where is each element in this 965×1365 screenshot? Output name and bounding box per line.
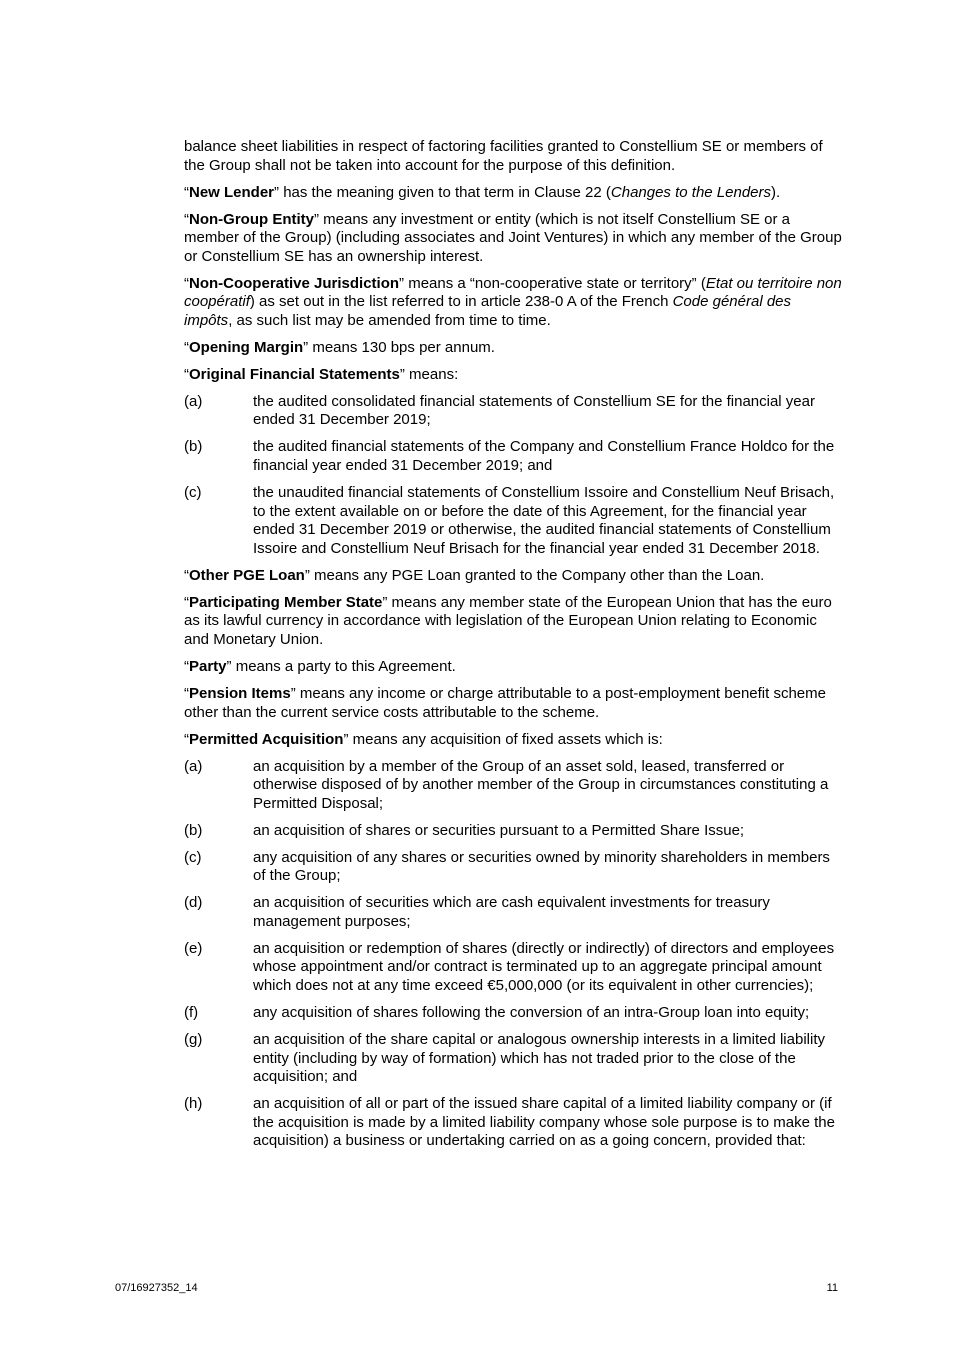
definition-opening-margin: “Opening Margin” means 130 bps per annum. xyxy=(184,338,495,356)
list-item: (b) the audited financial statements of the Company and Constellium France Holdco for the financial year ended 31 December 2019; and xyxy=(184,438,835,475)
term-party: Party xyxy=(189,657,227,675)
definition-permitted-acquisition: “Permitted Acquisition” means any acquisition of fixed assets which is: xyxy=(184,730,663,748)
list-item: (h) an acquisition of all or part of the issued share capital of a limited liability company or (if the acquisition is made by a limited liability company whose sole purpose is to make the acquisition) a business or undertaking carried on as a going concern, provided that: xyxy=(184,1095,835,1150)
term-new-lender: New Lender xyxy=(189,183,275,201)
term-permitted-acquisition: Permitted Acquisition xyxy=(189,730,344,748)
footer-page-number: 11 xyxy=(826,1282,838,1294)
list-item: (f) any acquisition of shares following the conversion of an intra-Group loan into equity; xyxy=(184,1003,810,1021)
term-opening-margin: Opening Margin xyxy=(189,338,304,356)
term-non-group-entity: Non-Group Entity xyxy=(189,210,314,228)
definition-party: “Party” means a party to this Agreement. xyxy=(184,657,456,675)
intro-paragraph: balance sheet liabilities in respect of factoring facilities granted to Constellium SE or members of the Group shall not be taken into account for the purpose of this definition. xyxy=(184,138,823,174)
list-item: (a) an acquisition by a member of the Group of an asset sold, leased, transferred or otherwise disposed of by another member of the Group in circumstances constituting a Permitted Disposal; xyxy=(184,757,829,812)
list-item: (e) an acquisition or redemption of shares (directly or indirectly) of directors and employees whose appointment and/or contract is terminated up to an aggregate principal amount which does not at any time exceed €5,000,000 (or its equivalent in other currencies); xyxy=(184,939,835,994)
definition-original-financial-statements: “Original Financial Statements” means: xyxy=(184,365,459,383)
term-non-cooperative-jurisdiction: Non-Cooperative Jurisdiction xyxy=(189,274,400,292)
term-pension-items: Pension Items xyxy=(189,684,291,702)
term-other-pge-loan: Other PGE Loan xyxy=(189,566,305,584)
definition-other-pge-loan: “Other PGE Loan” means any PGE Loan granted to the Company other than the Loan. xyxy=(184,566,765,584)
list-item: (c) the unaudited financial statements of Constellium Issoire and Constellium Neuf Brisach, to the extent available on or before the date of this Agreement, for the financial year ended 31 December 2019 or otherwise, the audited financial statements of Constellium Issoire and Constellium Neuf Brisach for the financial year ended 31 December 2018. xyxy=(184,484,835,557)
document-body xyxy=(184,138,842,1159)
definition-non-cooperative-jurisdiction: “Non-Cooperative Jurisdiction” means a “non-cooperative state or territory” (Etat ou territoire non coopératif) as set out in the list referred to in article 238-0 A of the French Code général des impôts, as such list may be amended from time to time. xyxy=(184,274,842,329)
list-item: (d) an acquisition of securities which are cash equivalent investments for treasury management purposes; xyxy=(184,894,770,930)
definition-non-group-entity: “Non-Group Entity” means any investment or entity (which is not itself Constellium SE or a member of the Group) (including associates and Joint Ventures) in which any member of the Group or Constellium SE has an ownership interest. xyxy=(184,210,842,265)
list-item: (b) an acquisition of shares or securities pursuant to a Permitted Share Issue; xyxy=(184,821,745,839)
term-original-financial-statements: Original Financial Statements xyxy=(189,365,400,383)
term-participating-member-state: Participating Member State xyxy=(189,593,383,611)
definition-new-lender: “New Lender” has the meaning given to that term in Clause 22 (Changes to the Lenders). xyxy=(184,183,781,201)
definition-pension-items: “Pension Items” means any income or charge attributable to a post-employment benefit scheme other than the current service costs attributable to the scheme. xyxy=(184,684,826,721)
footer-doc-ref: 07/16927352_14 xyxy=(115,1282,198,1294)
list-item: (g) an acquisition of the share capital or analogous ownership interests in a limited liability entity (including by way of formation) which has not traded prior to the close of the acquisition; and xyxy=(184,1030,825,1086)
list-item: (c) any acquisition of any shares or securities owned by minority shareholders in members of the Group; xyxy=(184,848,830,885)
list-item: (a) the audited consolidated financial statements of Constellium SE for the financial year ended 31 December 2019; xyxy=(184,392,815,429)
definition-participating-member-state: “Participating Member State” means any member state of the European Union that has the euro as its lawful currency in accordance with legislation of the European Union relating to Economic and Monetary Union. xyxy=(184,593,832,648)
